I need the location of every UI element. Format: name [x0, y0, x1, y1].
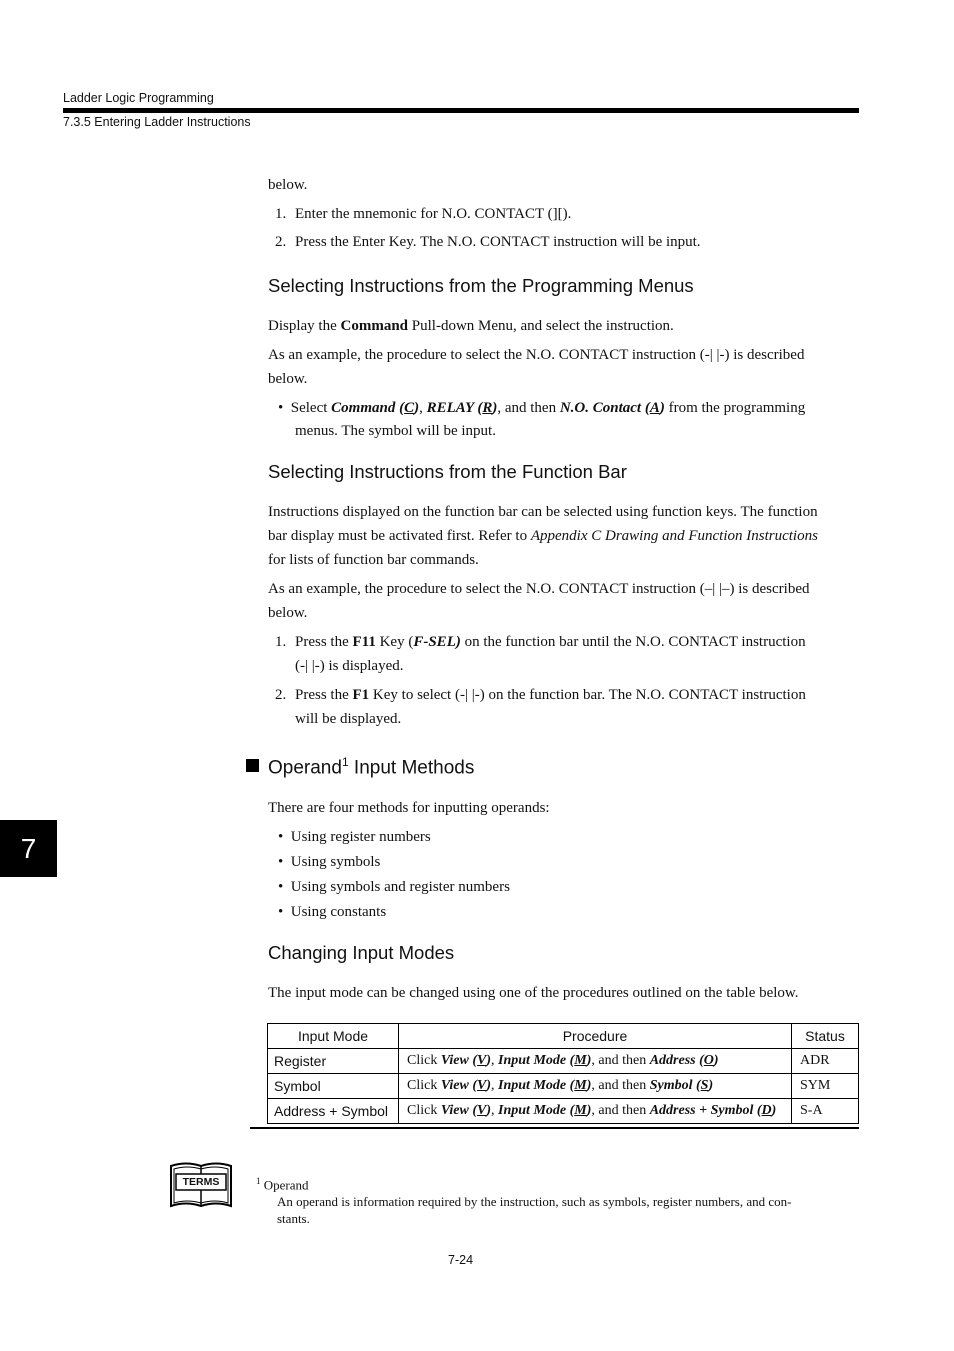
step-text: Press the F1 Key to select (-| |-) on the function bar. The N.O. CONTACT instruction	[295, 687, 806, 703]
terms-book-icon	[169, 1160, 233, 1210]
menus-bullet: • Select Command (C), RELAY (R), and then N.O. Contact (A) from the programming	[278, 400, 806, 416]
function-step-1-line2: (-| |-) is displayed.	[295, 658, 404, 674]
intro-step-1	[275, 202, 572, 226]
cell-input-mode: Address + Symbol	[268, 1099, 399, 1124]
header-rule	[63, 108, 859, 113]
running-header-section: 7.3.5 Entering Ladder Instructions	[63, 115, 251, 129]
table-header-row	[268, 1024, 859, 1049]
page-number: 7-24	[448, 1253, 474, 1267]
list-item: • Using symbols and register numbers	[278, 879, 510, 895]
step-number: 2.	[275, 234, 287, 250]
input-mode-table	[267, 1023, 859, 1124]
intro-continuation: below.	[268, 177, 308, 193]
cell-procedure: Click View (V), Input Mode (M), and then Symbol (S)	[399, 1074, 792, 1099]
section-square-bullet	[246, 759, 259, 772]
step-number: 1.	[275, 206, 287, 222]
table-row	[268, 1074, 859, 1099]
cell-status: ADR	[792, 1049, 859, 1074]
terms-label: TERMS	[182, 1176, 220, 1188]
heading-function-bar: Selecting Instructions from the Function Bar	[268, 461, 627, 482]
footnote-marker: 1	[341, 755, 349, 769]
function-paragraph-1-line3: for lists of function bar commands.	[268, 552, 479, 568]
footnote-definition-line1: An operand is information required by the instruction, such as symbols, register numbers, and con-	[277, 1194, 792, 1209]
bullet-dot: •	[278, 400, 284, 416]
step-text: Press the F11 Key (F-SEL) on the function bar until the N.O. CONTACT instruction	[295, 634, 806, 650]
running-header-chapter: Ladder Logic Programming	[63, 91, 214, 105]
column-header: Input Mode	[268, 1024, 399, 1049]
list-item: • Using register numbers	[278, 829, 431, 845]
heading-programming-menus: Selecting Instructions from the Programming Menus	[268, 275, 694, 296]
menus-bullet-line2: menus. The symbol will be input.	[295, 423, 496, 439]
footnote-definition-line2: stants.	[277, 1211, 310, 1226]
cell-procedure: Click View (V), Input Mode (M), and then Address + Symbol (D)	[399, 1099, 792, 1124]
step-number: 2.	[275, 687, 287, 703]
function-paragraph-2-line2: below.	[268, 605, 308, 621]
modes-intro: The input mode can be changed using one of the procedures outlined on the table below.	[268, 985, 799, 1001]
table-row	[268, 1099, 859, 1124]
step-text: Enter the mnemonic for N.O. CONTACT (][).	[295, 206, 572, 222]
table-row	[268, 1049, 859, 1074]
heading-changing-input-modes: Changing Input Modes	[268, 942, 455, 963]
cell-procedure: Click View (V), Input Mode (M), and then Address (O)	[399, 1049, 792, 1074]
menus-paragraph-2-line2: below.	[268, 371, 308, 387]
cell-input-mode: Symbol	[268, 1074, 399, 1099]
heading-operand-input-methods: Operand$^1$ Input Methods	[268, 755, 475, 779]
list-item: • Using symbols	[278, 854, 381, 870]
function-paragraph-1-line1: Instructions displayed on the function bar can be selected using function keys. The function	[268, 504, 818, 520]
step-number: 1.	[275, 634, 287, 650]
column-header: Procedure	[399, 1024, 792, 1049]
function-step-2	[275, 683, 806, 707]
function-step-2-line2: will be displayed.	[295, 711, 402, 727]
chapter-tab: 7	[0, 820, 57, 877]
footnote-term: $^1$ Operand	[256, 1176, 309, 1193]
intro-step-2	[275, 230, 701, 254]
list-item: • Using constants	[278, 904, 387, 920]
function-paragraph-1-line2: bar display must be activated first. Refer to Appendix C Drawing and Function Instructions	[268, 528, 818, 544]
function-step-1	[275, 630, 806, 654]
menus-paragraph-1: Display the Command Pull-down Menu, and select the instruction.	[268, 318, 674, 334]
section-end-rule	[250, 1127, 859, 1129]
step-text: Press the Enter Key. The N.O. CONTACT instruction will be input.	[295, 234, 701, 250]
menus-paragraph-2-line1: As an example, the procedure to select the N.O. CONTACT instruction (-| |-) is described	[268, 347, 805, 363]
function-paragraph-2-line1: As an example, the procedure to select the N.O. CONTACT instruction (–| |–) is described	[268, 581, 810, 597]
cell-status: S-A	[792, 1099, 859, 1124]
cell-input-mode: Register	[268, 1049, 399, 1074]
cell-status: SYM	[792, 1074, 859, 1099]
operand-intro: There are four methods for inputting operands:	[268, 800, 550, 816]
column-header: Status	[792, 1024, 859, 1049]
